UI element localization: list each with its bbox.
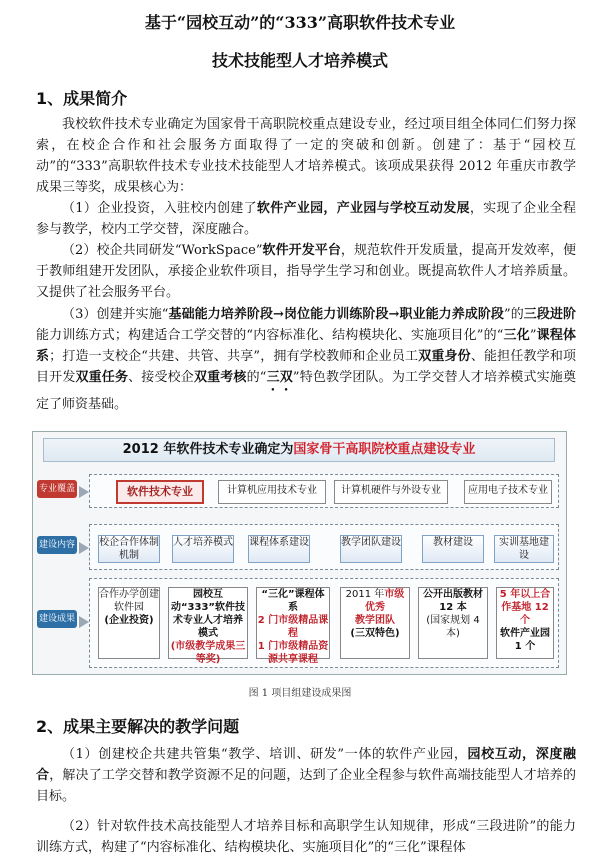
paragraph-intro: 我校软件技术专业确定为国家骨干高职院校重点建设专业，经过项目组全体同仁们努力探索，在校企合作和社会服务方面取得了一定的突破和创新。创建了：基于“园校互动”的“333”高职软件技术专业技术技能型人才培养模式。该项成果获得 2012 年重庆市教学成果三等奖，成果核心为： <box>36 117 576 195</box>
major-software-tech: 软件技术专业 <box>116 480 204 504</box>
arrow-icon <box>79 542 89 554</box>
content-training-base: 实训基地建设 <box>494 535 554 563</box>
title-line-2: 技术技能型人才培养模式 <box>211 51 388 70</box>
paragraph-problem-1: （1）创建校企共建共管集“教学、培训、研发”一体的软件产业园，园校互动，深度融合，解决了工学交替和教学资源不足的问题，达到了企业全程参与软件高端技能型人才培养的目标。 <box>36 747 576 804</box>
content-textbooks: 教材建设 <box>422 535 484 563</box>
major-applied-electronics: 应用电子技术专业 <box>464 480 552 504</box>
content-row <box>89 524 559 570</box>
diagram-title: 2012 年软件技术专业确定为国家骨干高职院校重点建设专业 <box>43 438 555 462</box>
paragraph-point-3: （3）创建并实施“基础能力培养阶段→岗位能力训练阶段→职业能力养成阶段”的三段进阶能力训练方式；构建适合工学交替的“内容标准化、结构模块化、实施项目化”的“三化”课程体系；打造一支校企“共建、共管、共享”，拥有学校教师和企业员工双重身份、能担任教学和项目开发双重任务、接受校企双重考核的“三双”特色教学团队。为工学交替人才培养模式实施奠定了师资基础。 <box>36 307 576 412</box>
coverage-row <box>89 474 559 508</box>
section-1-heading: 1、成果简介 <box>36 89 128 108</box>
paragraph-point-2: （2）校企共同研发“WorkSpace”软件开发平台，规范软件开发质量，提高开发效率，便于教师组建开发团队，承接企业软件项目，指导学生学习和创业。既提高软件人才培养质量。又提供了社会服务平台。 <box>36 243 576 300</box>
result-software-park: 合作办学创建软件园 (企业投资) <box>98 587 160 659</box>
result-training-base: 5 年以上合作基地 12 个 软件产业园 1 个 <box>496 587 554 659</box>
result-textbooks: 公开出版教材 12 本 (国家规划 4 本) <box>418 587 488 659</box>
result-curriculum: “三化”课程体系 2 门市级精品课程 1 门市级精品资源共享课程 <box>257 589 329 665</box>
result-talent-model: 园校互动“333”软件技术专业人才培养模式 (市级教学成果三等奖) <box>168 587 248 659</box>
content-curriculum: 课程体系建设 <box>248 535 310 563</box>
paragraph-problem-2: （2）针对软件技术高技能型人才培养目标和高职学生认知规律，形成“三段进阶”的能力训练方式，构建了“内容标准化、结构模块化、实施项目化”的“三化”课程体 <box>36 819 576 855</box>
content-teaching-team: 教学团队建设 <box>340 535 402 563</box>
content-cooperation: 校企合作体制机制 <box>99 537 159 561</box>
row-label-results: 建设成果 <box>37 610 77 628</box>
major-computer-hardware: 计算机硬件与外设专业 <box>334 480 448 504</box>
section-2-heading: 2、成果主要解决的教学问题 <box>36 717 240 736</box>
result-teaching-team: 2011 年市级优秀 教学团队 (三双特色) <box>340 587 410 659</box>
row-label-content: 建设内容 <box>37 536 77 554</box>
project-results-diagram <box>32 431 567 675</box>
figure-caption: 图 1 项目组建设成果图 <box>248 688 352 699</box>
title-line-1: 基于“园校互动”的“333”高职软件技术专业 <box>144 13 456 32</box>
arrow-icon <box>79 486 89 498</box>
content-talent-model: 人才培养模式 <box>172 535 234 563</box>
row-label-coverage: 专业覆盖 <box>37 480 77 498</box>
paragraph-point-1: （1）企业投资，入驻校内创建了软件产业园，产业园与学校互动发展，实现了企业全程参与教学，校内工学交替，深度融合。 <box>36 201 576 237</box>
arrow-icon <box>79 616 89 628</box>
results-row <box>89 578 559 668</box>
major-computer-application: 计算机应用技术专业 <box>218 480 326 504</box>
